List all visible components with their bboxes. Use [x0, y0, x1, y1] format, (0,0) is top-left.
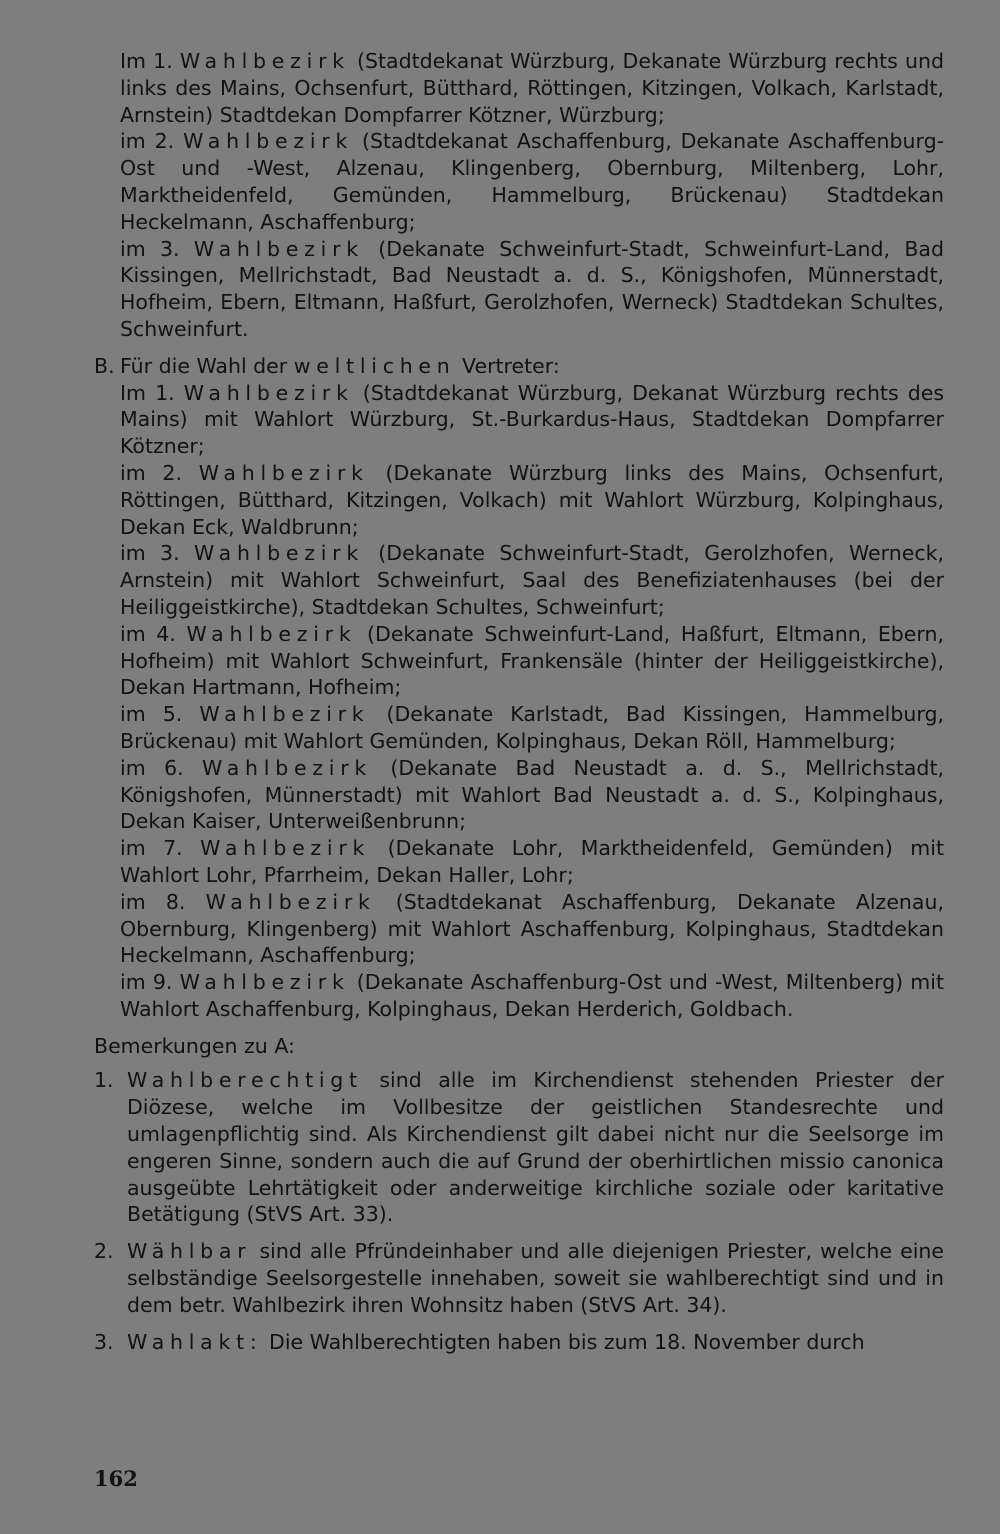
item-term: Wahlbezirk: [183, 129, 354, 154]
remark-3: [94, 1329, 944, 1356]
heading-pre: Für die Wahl der: [120, 353, 294, 378]
remark-number: 1.: [94, 1068, 114, 1093]
item-term: Wahlbezirk: [193, 541, 364, 566]
section-a-item-3: [120, 236, 944, 343]
section-b-item-6: [120, 755, 944, 835]
item-prefix: im 5.: [120, 702, 200, 727]
item-prefix: im 8.: [120, 889, 206, 914]
remark-text: sind alle Pfründeinhaber und alle diejenigen Priester, welche eine selbständige Seelsorgestelle innehaben, soweit sie wahlberechtigt sind und in dem betr. Wahlbezirk ihren Wohnsitz haben (StVS Art. 34).: [127, 1239, 944, 1317]
item-text: (Stadtdekanat Aschaffenburg, Dekanate Aschaffenburg-Ost und -West, Alzenau, Klingenberg, Obernburg, Miltenberg, Lohr, Marktheidenfeld, Gemünden, Hammelburg, Brückenau) Stadtdekan Heckelmann, Aschaffenburg;: [120, 129, 944, 234]
section-b-item-8: [120, 889, 944, 969]
page-body: [94, 48, 944, 1355]
item-text: (Stadtdekanat Würzburg, Dekanat Würzburg rechts des Mains) mit Wahlort Würzburg, St.-Burkardus-Haus, Stadtdekan Dompfarrer Kötzner;: [120, 380, 945, 459]
heading-post: Vertreter:: [455, 353, 560, 378]
item-term: Wahlbezirk: [179, 49, 350, 73]
section-a-item-2: [120, 128, 944, 235]
section-b-heading: [94, 353, 944, 380]
item-prefix: im 9.: [120, 970, 180, 995]
section-b-item-3: [120, 540, 944, 620]
item-prefix: im 6.: [120, 755, 203, 780]
item-text: (Dekanate Aschaffenburg-Ost und -West, Miltenberg) mit Wahlort Aschaffenburg, Kolpinghaus, Dekan Herderich, Goldbach.: [120, 970, 944, 1021]
item-text: (Stadtdekanat Aschaffenburg, Dekanate Alzenau, Obernburg, Klingenberg) mit Wahlort Aschaffenburg, Kolpinghaus, Stadtdekan Heckelmann, Aschaffenburg;: [120, 889, 944, 968]
section-b-item-7: [120, 835, 944, 889]
section-a-item-1: [120, 48, 944, 128]
item-text: (Dekanate Schweinfurt-Stadt, Gerolzhofen, Werneck, Arnstein) mit Wahlort Schweinfurt, Saal des Benefiziatenhauses (bei der Heiliggeistkirche), Stadtdekan Schultes, Schweinfurt;: [120, 541, 944, 619]
item-term: Wahlbezirk: [186, 621, 357, 646]
remark-2: [94, 1238, 944, 1318]
remark-body: [127, 1329, 944, 1356]
item-text: (Dekanate Lohr, Marktheidenfeld, Gemünden) mit Wahlort Lohr, Pfarrheim, Dekan Haller, Lohr;: [120, 836, 944, 887]
remark-number: 2.: [94, 1239, 114, 1264]
item-term: Wahlbezirk: [183, 380, 354, 405]
remark-body: [127, 1067, 944, 1228]
item-prefix: im 2.: [120, 460, 199, 485]
item-term: Wahlbezirk: [205, 889, 376, 914]
item-prefix: Im 1.: [120, 380, 184, 405]
section-b-item-1: [120, 380, 944, 460]
section-b-item-5: [120, 701, 944, 755]
section-b-item-9: [120, 969, 944, 1023]
page-number: 162: [94, 1466, 138, 1491]
section-b-marker: B.: [94, 353, 115, 378]
item-term: Wahlbezirk: [198, 460, 369, 485]
item-term: Wahlbezirk: [199, 702, 370, 727]
item-term: Wahlbezirk: [179, 970, 350, 995]
item-prefix: im 3.: [120, 541, 194, 566]
remark-text: Die Wahlberechtigten haben bis zum 18. November durch: [262, 1329, 865, 1354]
item-term: Wahlbezirk: [202, 755, 373, 780]
item-prefix: im 7.: [120, 836, 201, 861]
remark-1: [94, 1067, 944, 1228]
remark-number: 3.: [94, 1329, 114, 1354]
item-text: (Dekanate Schweinfurt-Stadt, Schweinfurt-Land, Bad Kissingen, Mellrichstadt, Bad Neustadt a. d. S., Königshofen, Münnerstadt, Hofheim, Ebern, Eltmann, Haßfurt, Gerolzhofen, Werneck) Stadtdekan Schultes, Schweinfurt.: [120, 236, 944, 341]
item-text: (Stadtdekanat Würzburg, Dekanate Würzburg rechts und links des Mains, Ochsenfurt, Bütthard, Röttingen, Kitzingen, Volkach, Karlstadt, Arnstein) Stadtdekan Dompfarrer Kötzner, Würzburg;: [120, 49, 945, 127]
item-prefix: im 4.: [120, 621, 187, 646]
remarks-heading: Bemerkungen zu A:: [94, 1033, 295, 1058]
section-b-item-4: [120, 621, 944, 701]
remark-term: Wahlberechtigt: [127, 1068, 363, 1093]
section-b-heading-text: [120, 353, 560, 380]
remark-body: [127, 1238, 944, 1318]
item-prefix: im 2.: [120, 129, 184, 154]
item-prefix: Im 1.: [120, 49, 180, 73]
item-text: (Dekanate Würzburg links des Mains, Ochsenfurt, Röttingen, Bütthard, Kitzingen, Volkach) mit Wahlort Würzburg, Kolpinghaus, Dekan Eck, Waldbrunn;: [120, 460, 944, 539]
item-text: (Dekanate Karlstadt, Bad Kissingen, Hammelburg, Brückenau) mit Wahlort Gemünden, Kolpinghaus, Dekan Röll, Hammelburg;: [120, 702, 944, 753]
item-text: (Dekanate Bad Neustadt a. d. S., Mellrichstadt, Königshofen, Münnerstadt) mit Wahlort Bad Neustadt a. d. S., Kolpinghaus, Dekan Kaiser, Unterweißenbrunn;: [120, 755, 944, 834]
remark-term: Wählbar: [127, 1239, 252, 1264]
remark-text: sind alle im Kirchendienst stehenden Priester der Diözese, welche im Vollbesitze der geistlichen Standesrechte und umlagenpflichtig sind. Als Kirchendienst gilt dabei nicht nur die Seelsorge im engeren Sinne, sondern auch die auf Grund der oberhirtlichen missio canonica ausgeübte Lehrtätigkeit oder anderweitige kirchliche soziale oder karitative Betätigung (StVS Art. 33).: [127, 1068, 944, 1227]
item-term: Wahlbezirk: [200, 836, 371, 861]
remark-term: Wahlakt:: [127, 1329, 263, 1354]
heading-term: weltlichen: [293, 353, 456, 378]
item-term: Wahlbezirk: [193, 236, 364, 261]
item-text: (Dekanate Schweinfurt-Land, Haßfurt, Eltmann, Ebern, Hofheim) mit Wahlort Schweinfurt, Frankensäle (hinter der Heiliggeistkirche), Dekan Hartmann, Hofheim;: [120, 621, 944, 700]
section-b-item-2: [120, 460, 944, 540]
item-prefix: im 3.: [120, 236, 194, 261]
